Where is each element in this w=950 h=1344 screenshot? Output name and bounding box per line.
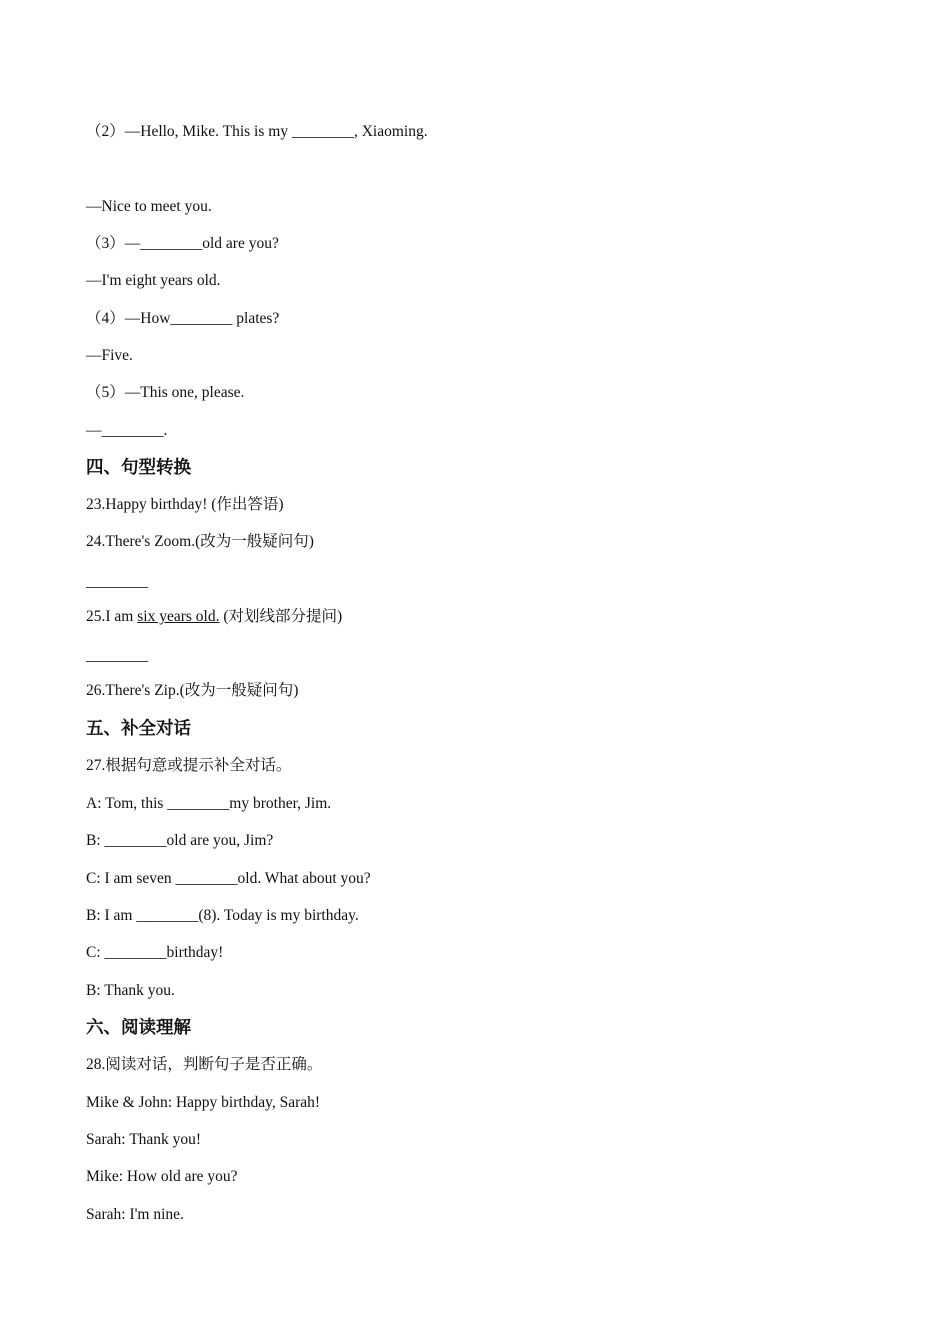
q25-answer-blank: ________ bbox=[86, 647, 148, 664]
q25-prefix: 25.I am bbox=[86, 608, 138, 625]
q27-text: 27.根据句意或提示补全对话。 bbox=[86, 757, 292, 774]
reading-line: Mike: How old are you? bbox=[86, 1168, 238, 1185]
section4-heading: 四、句型转换 bbox=[86, 458, 191, 478]
q25-text bbox=[86, 607, 342, 627]
q3-line-b: —I'm eight years old. bbox=[86, 272, 221, 289]
q4-line-a: （4）—How________ plates? bbox=[86, 310, 280, 327]
q24-answer-blank: ________ bbox=[86, 573, 148, 590]
section6-heading: 六、阅读理解 bbox=[86, 1018, 191, 1038]
dialogue-line: B: Thank you. bbox=[86, 982, 175, 999]
q3-line-a: （3）—________old are you? bbox=[86, 235, 279, 252]
q5-line-a: （5）—This one, please. bbox=[86, 384, 245, 401]
dialogue-line: B: I am ________(8). Today is my birthday. bbox=[86, 907, 359, 924]
q5-line-b: —________. bbox=[86, 422, 168, 439]
q26-text: 26.There's Zip.(改为一般疑问句) bbox=[86, 682, 299, 699]
reading-line: Sarah: Thank you! bbox=[86, 1131, 202, 1148]
dialogue-line: C: I am seven ________old. What about you? bbox=[86, 870, 371, 887]
dialogue-line: C: ________birthday! bbox=[86, 944, 224, 961]
dialogue-line: B: ________old are you, Jim? bbox=[86, 832, 274, 849]
reading-line: Sarah: I'm nine. bbox=[86, 1206, 184, 1223]
q23-text: 23.Happy birthday! (作出答语) bbox=[86, 496, 284, 513]
reading-line: Mike & John: Happy birthday, Sarah! bbox=[86, 1094, 321, 1111]
q24-text: 24.There's Zoom.(改为一般疑问句) bbox=[86, 533, 314, 550]
q25-underlined-part: six years old. bbox=[137, 608, 220, 625]
dialogue-line: A: Tom, this ________my brother, Jim. bbox=[86, 795, 332, 812]
q2-line-a: （2）—Hello, Mike. This is my ________, Xiaoming. bbox=[86, 123, 428, 140]
q25-suffix: (对划线部分提问) bbox=[219, 608, 343, 625]
q2-line-b: —Nice to meet you. bbox=[86, 198, 212, 215]
q28-text: 28.阅读对话，判断句子是否正确。 bbox=[86, 1056, 323, 1073]
section5-heading: 五、补全对话 bbox=[86, 719, 191, 739]
q4-line-b: —Five. bbox=[86, 347, 133, 364]
